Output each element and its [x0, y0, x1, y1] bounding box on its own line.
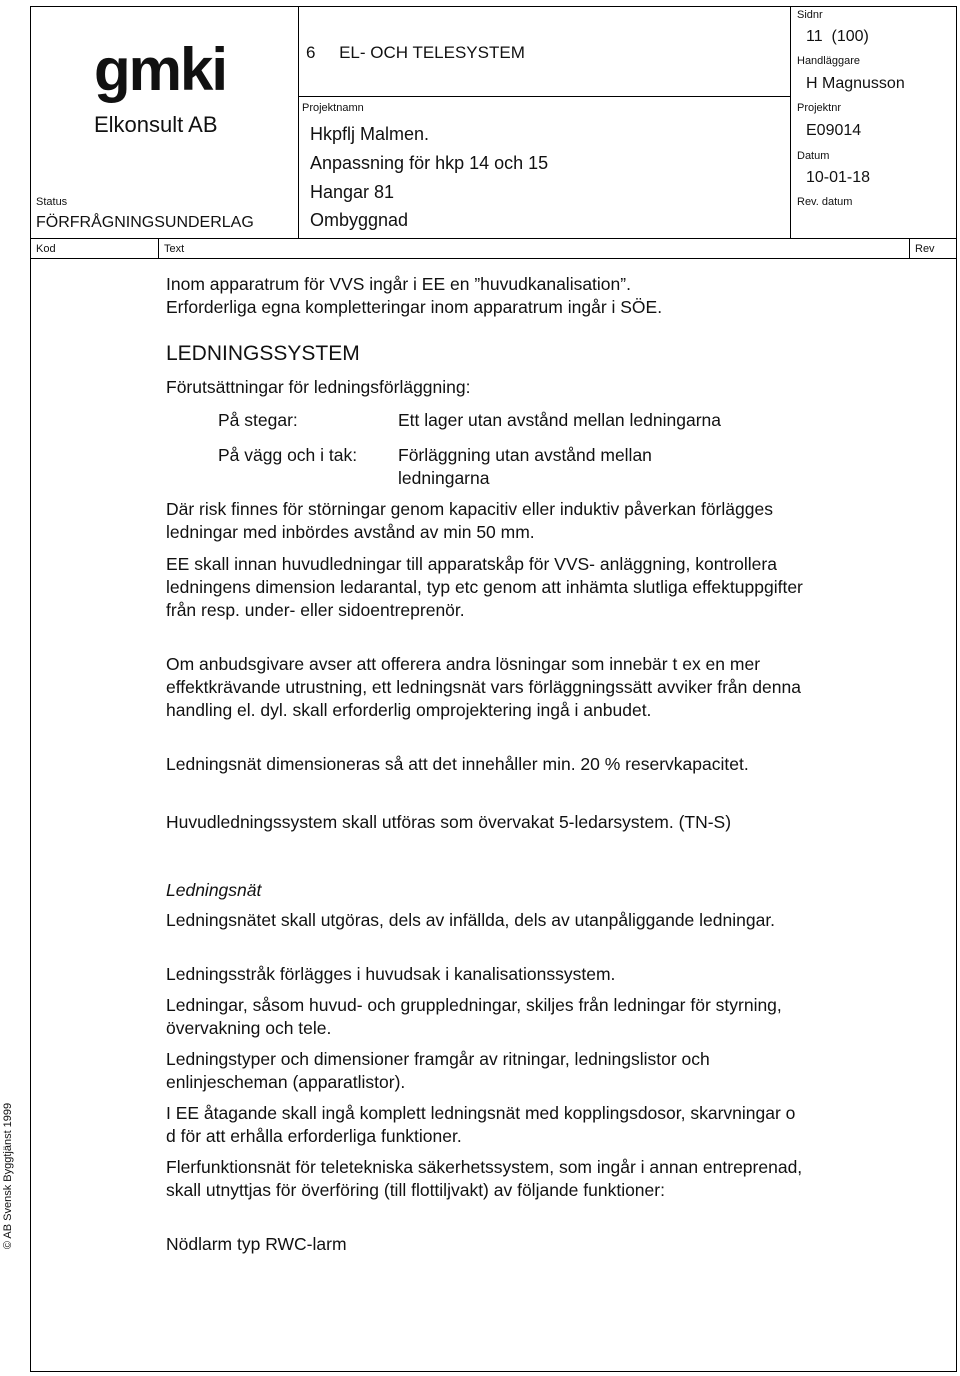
project-name-line: Hkpflj Malmen.: [310, 124, 430, 144]
divider: [30, 258, 957, 259]
copyright-notice: © AB Svensk Byggtjänst 1999: [2, 1102, 14, 1250]
project-name-line: Ombyggnad: [310, 210, 409, 230]
paragraph: Huvudledningssystem skall utföras som övervakat 5-ledarsystem. (TN-S): [166, 812, 732, 832]
prerequisites: Förutsättningar för ledningsförläggning:: [166, 377, 471, 397]
handler-label: Handläggare: [797, 55, 860, 67]
page-number-label: Sidnr: [797, 9, 823, 21]
rev-date-label: Rev. datum: [797, 196, 853, 208]
divider: [790, 6, 791, 238]
divider: [30, 238, 957, 239]
ladder-label: På stegar:: [218, 410, 298, 430]
paragraph: EE skall innan huvudledningar till apparatskåp för VVS- anläggning, kontrollera ledningens dimension ledarantal, typ etc genom att inhämta slutliga effektuppgifter från resp. under- eller sidoentreprenör.: [166, 554, 803, 620]
project-name-label: Projektnamn: [302, 102, 364, 114]
paragraph: Nödlarm typ RWC-larm: [166, 1234, 347, 1254]
project-name-line: Hangar 81: [310, 182, 395, 202]
paragraph: Ledningsnät dimensioneras så att det innehåller min. 20 % reservkapacitet.: [166, 754, 749, 774]
paragraph: Om anbudsgivare avser att offerera andra lösningar som innebär t ex en mer effektkrävande utrustning, ett ledningsnät vars förläggningssätt avviker från denna handling el. dyl. skall erforderlig omprojektering ingå i anbudet.: [166, 654, 801, 720]
section-title: 6 EL- OCH TELESYSTEM: [306, 43, 525, 62]
section-heading: LEDNINGSSYSTEM: [166, 342, 360, 365]
company-logo: gmki: [94, 36, 227, 103]
ladder-value: Ett lager utan avstånd mellan ledningarna: [398, 410, 721, 430]
company-name: Elkonsult AB: [94, 112, 218, 137]
date-value: 10-01-18: [806, 169, 871, 186]
wall-value: ledningarna: [398, 468, 490, 488]
project-name-line: Anpassning för hkp 14 och 15: [310, 153, 549, 173]
status-label: Status: [36, 196, 68, 208]
wall-value: Förläggning utan avstånd mellan: [398, 445, 652, 465]
divider: [298, 96, 790, 97]
subheading: Ledningsnät: [166, 880, 262, 900]
paragraph: Där risk finnes för störningar genom kapacitiv eller induktiv påverkan förlägges ledningar med inbördes avstånd av min 50 mm.: [166, 499, 773, 542]
page-number-value: 11 (100): [806, 28, 869, 45]
column-kod: Kod: [36, 243, 56, 255]
column-rev: Rev: [915, 243, 935, 255]
divider: [158, 238, 159, 258]
paragraph: Flerfunktionsnät för teletekniska säkerhetssystem, som ingår i annan entreprenad, skall utnyttjas för överföring (till flottiljvakt) av följande funktioner:: [166, 1157, 803, 1200]
date-label: Datum: [797, 150, 830, 162]
paragraph: Ledningar, såsom huvud- och gruppledningar, skiljes från ledningar för styrning, övervakning och tele.: [166, 995, 782, 1038]
status-value: FÖRFRÅGNINGSUNDERLAG: [36, 214, 254, 231]
paragraph: Ledningstyper och dimensioner framgår av ritningar, ledningslistor och enlinjescheman (apparatlistor).: [166, 1049, 710, 1092]
column-text: Text: [164, 243, 185, 255]
intro-line: Inom apparatrum för VVS ingår i EE en ”huvudkanalisation”.: [166, 274, 631, 294]
wall-label: På vägg och i tak:: [218, 445, 358, 465]
intro-line: Erforderliga egna kompletteringar inom apparatrum ingår i SÖE.: [166, 297, 663, 317]
paragraph: Ledningsnätet skall utgöras, dels av infällda, dels av utanpåliggande ledningar.: [166, 910, 776, 930]
divider: [298, 6, 299, 238]
project-number-value: E09014: [806, 122, 862, 139]
intro-text: [166, 273, 806, 319]
paragraph: I EE åtagande skall ingå komplett ledningsnät med kopplingsdosor, skarvningar o d för att erhålla erforderliga funktioner.: [166, 1103, 796, 1146]
handler-value: H Magnusson: [806, 75, 905, 92]
divider: [909, 238, 910, 258]
project-number-label: Projektnr: [797, 102, 842, 114]
paragraph: Ledningsstråk förlägges i huvudsak i kanalisationssystem.: [166, 964, 616, 984]
